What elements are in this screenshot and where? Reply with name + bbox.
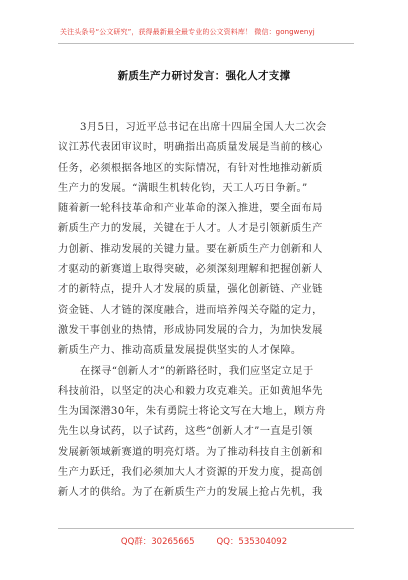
text-line: 资金链、人才链的深度融合，进而培养闯关夺隘的定力， (58, 304, 323, 316)
footer-qq-group: QQ群：30265665 (120, 537, 195, 547)
text-line: 生产力的发展。“满眼生机转化钧，天工人巧日争新。” (58, 182, 308, 194)
footer-divider (58, 528, 354, 529)
text-line: 3月5日，习近平总书记在出席十四届全国人大二次会 (80, 122, 327, 133)
text-line: 在探寻“创新人才”的新路径时，我们应坚定立足于 (80, 365, 314, 377)
text-line: 新人才的供给。为了在新质生产力的发展上抢占先机，我 (58, 487, 323, 499)
text-line: 科技前沿，以坚定的决心和毅力攻克难关。正如黄旭华先 (58, 385, 323, 397)
document-title: 新质生产力研讨发言：强化人才支撑 (117, 70, 291, 82)
footer-qq-contact: QQ：535304092 (216, 537, 288, 547)
text-line: 发展新领域新赛道的明亮灯塔。为了推动科技自主创新和 (58, 446, 323, 458)
text-line: 议江苏代表团审议时，明确指出高质量发展是当前的核心 (58, 142, 323, 154)
text-line: 生为国深潜30年，朱有勇院士将论文写在大地上，顾方舟 (58, 406, 326, 418)
text-line: 才驱动的新赛道上取得突破，必须深刻理解和把握创新人 (58, 264, 323, 276)
header-divider (58, 43, 354, 44)
text-line: 才的新特点，提升人才发展的质量，强化创新链、产业链 (58, 284, 323, 296)
header-note: 关注头条号“公文研究”，获得最新最全最专业的公文资料库！ 微信：gongwenyj (60, 28, 315, 36)
text-line: 激发干事创业的热情，形成协同发展的合力，为加快发展 (58, 324, 323, 336)
text-line: 新质生产力的发展，关键在于人才。人才是引领新质生产 (58, 223, 323, 235)
paragraph-2 (58, 362, 356, 504)
text-line: 任务，必须根据各地区的实际情况，有针对性地推动新质 (58, 162, 323, 174)
text-line: 先生以身试药，以子试药，这些“创新人才”一直是引领 (58, 426, 313, 438)
text-line: 随着新一轮科技革命和产业革命的深入推进，要全面布局 (58, 203, 323, 215)
paragraph-1 (58, 118, 356, 362)
footer (0, 535, 408, 547)
text-line: 生产力跃迁，我们必须加大人才资源的开发力度，提高创 (58, 467, 323, 479)
text-line: 新质生产力、推动高质量发展提供坚实的人才保障。 (58, 345, 302, 357)
text-line: 力创新、推动发展的关键力量。要在新质生产力创新和人 (58, 243, 323, 255)
document-body (58, 118, 356, 504)
